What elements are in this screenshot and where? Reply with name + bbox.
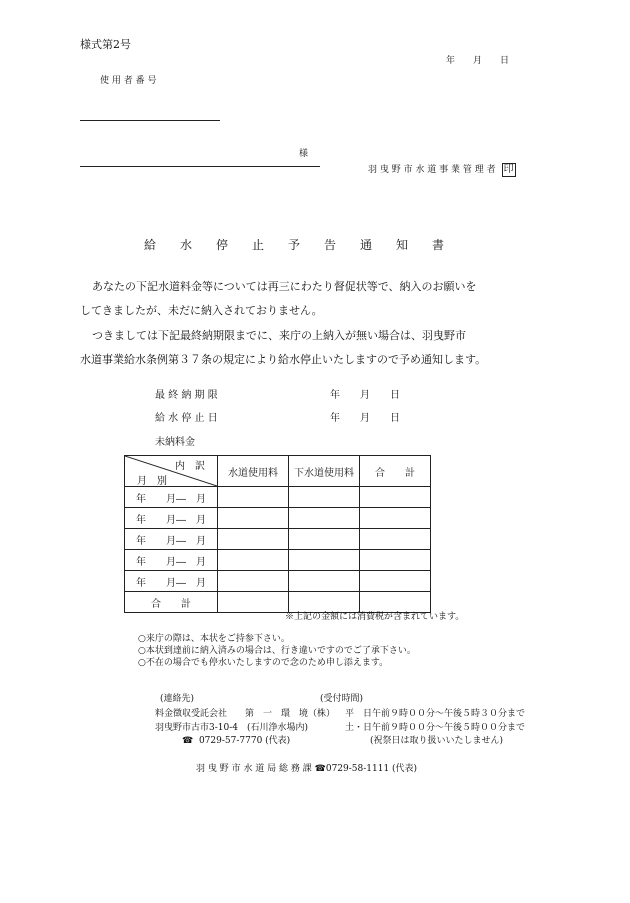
issuer [368,162,516,177]
body-line-4: 水道事業給水条例第３７条の規定により給水停止いたしますので予め通知します。 [80,353,487,366]
weekday-label: 平 日 [345,709,373,719]
phone-icon: ☎ [182,736,194,746]
amount-cell [218,508,289,529]
body-line-1: あなたの下記水道料金等については再三にわたり督促状等で、納入のお願いを [92,280,477,293]
month-cell: 年 月― 月 [125,550,218,571]
weekday-hours: 午前９時００分～午後５時３０分まで [372,709,526,719]
form-number: 様式第2号 [80,38,131,51]
amount-cell [218,571,289,592]
notice-3: ○不在の場合でも停水いたしますので念のため申し添えます。 [138,658,389,668]
footer-dept: 羽 曳 野 市 水 道 局 総 務 課 [196,764,312,774]
issue-date: 年 月 日 [446,56,510,66]
saturday-label: 土・日 [345,723,373,733]
diag-bottom-label: 月 別 [137,476,167,487]
total-label: 合 計 [125,592,218,613]
amount-cell [289,550,360,571]
contact-label: (連絡先) [160,694,195,704]
notice-2: ○本状到達前に納入済みの場合は、行き違いですのでご了承下さい。 [138,646,416,656]
user-number-line [80,120,220,121]
amount-cell [289,508,360,529]
notice-1: ○来庁の際は、本状をご持参下さい。 [138,634,290,644]
amount-cell [360,487,431,508]
name-line [80,166,320,167]
month-cell: 年 月― 月 [125,571,218,592]
month-cell: 年 月― 月 [125,529,218,550]
body-line-3: つきましては下記最終納期限までに、来庁の上納入が無い場合は、羽曳野市 [92,329,466,342]
body-line-2: してきましたが、未だに納入されておりません。 [80,304,323,317]
unpaid-label: 未納料金 [155,437,195,448]
amount-cell [360,508,431,529]
user-number-label: 使 用 者 番 号 [100,76,157,86]
table-row [125,550,431,571]
amount-cell [289,487,360,508]
col-header-sewer: 下水道使用料 [289,456,360,487]
saturday-hours: 午前９時００分～午後５時００分まで [372,723,526,733]
contact-company: 料金徴収受託会社 第 一 環 境（株） [155,709,336,719]
amount-cell [218,529,289,550]
amount-cell [218,592,289,613]
col-header-total: 合 計 [360,456,431,487]
table-row [125,571,431,592]
footer [196,761,417,774]
diagonal-header-cell [125,456,218,487]
stop-date-label: 給 水 停 止 日 [155,413,218,424]
table-row [125,487,431,508]
amount-cell [360,550,431,571]
issuer-name: 羽 曳 野 市 水 道 事 業 管 理 者 [368,165,496,175]
footer-tel: 0729-58-1111 (代表) [325,764,418,774]
holiday-note: (祝祭日は取り扱いいたしません) [370,736,504,746]
amount-cell [218,487,289,508]
amount-cell [360,571,431,592]
diag-top-label: 内 訳 [175,461,205,472]
contact-tel-number: 0729-57-7770 (代表) [198,736,291,746]
fee-table [124,455,431,613]
honorific: 様 [299,149,309,159]
amount-cell [289,529,360,550]
stop-date: 年 月 日 [330,413,400,424]
final-deadline-date: 年 月 日 [330,390,400,401]
seal-mark: 印 [503,164,514,175]
amount-cell [289,571,360,592]
contact-address: 羽曳野市古市3-10-4 (石川浄水場内) [155,723,309,733]
amount-cell [360,529,431,550]
col-header-water: 水道使用料 [218,456,289,487]
tax-note: ※上記の金額には消費税が含まれています。 [285,612,465,622]
month-cell: 年 月― 月 [125,508,218,529]
hours-label: (受付時間) [320,694,364,704]
document-title: 給 水 停 止 予 告 通 知 書 [144,238,445,252]
table-row [125,529,431,550]
contact-tel [182,733,290,746]
month-cell: 年 月― 月 [125,487,218,508]
phone-icon: ☎ [314,764,326,774]
table-row [125,508,431,529]
final-deadline-label: 最 終 納 期 限 [155,390,218,401]
amount-cell [218,550,289,571]
